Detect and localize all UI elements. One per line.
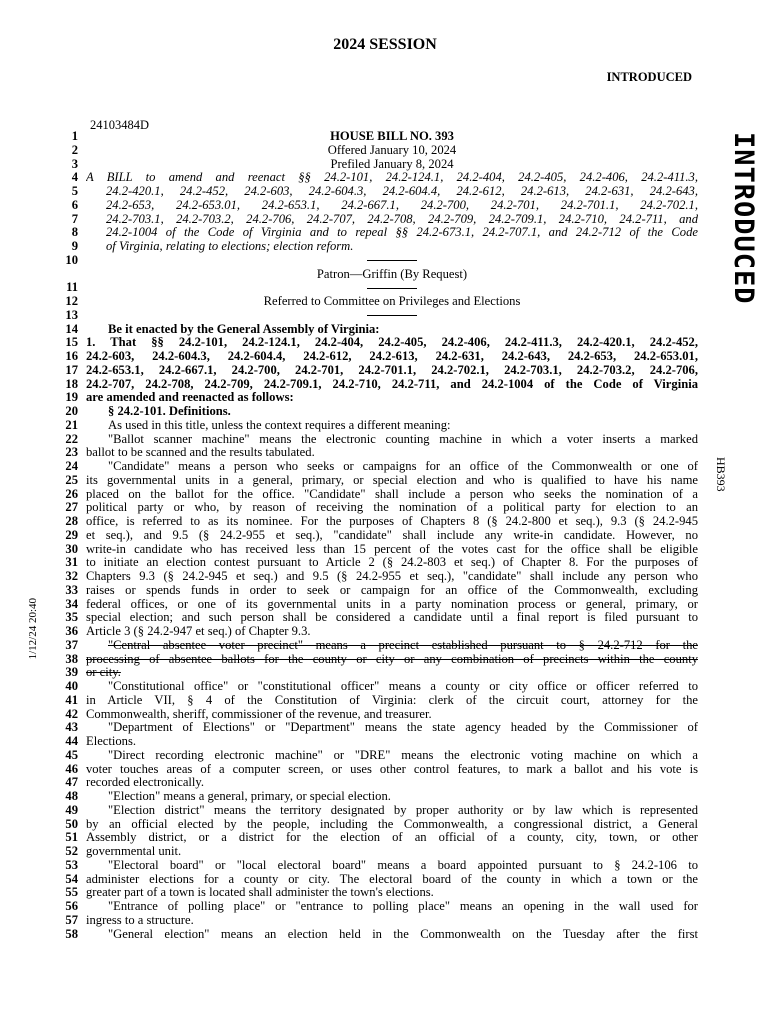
text-line	[58, 749, 698, 763]
line-number: 32	[65, 569, 78, 583]
text-line	[58, 666, 698, 680]
line-number: 46	[65, 761, 78, 776]
line-text: 24.2-703.1, 24.2-703.2, 24.2-706, 24.2-707, 24.2-708, 24.2-709, 24.2-709.1, 24.2-710, 24.2-711, and	[106, 212, 698, 226]
text-line	[58, 501, 698, 515]
text-line	[58, 226, 698, 240]
line-number: 45	[65, 747, 78, 762]
text-line	[58, 928, 698, 942]
line-number: 4	[71, 170, 78, 185]
line-text: Article 3 (§ 24.2-947 et seq.) of Chapter 9.3.	[86, 625, 311, 638]
line-number: 14	[65, 321, 78, 336]
line-number: 36	[65, 624, 78, 638]
line-number: 6	[71, 197, 78, 212]
line-text: its governmental units in a general, primary, or special election and who is qualified to have his name	[86, 473, 698, 487]
line-text: federal offices, or one of its governmental units in a party nomination process or general, primary, or	[86, 597, 698, 611]
line-text: "Central absentee voter precinct" means a precinct established pursuant to § 24.2-712 for the	[108, 638, 698, 652]
line-text: or city.	[86, 666, 121, 680]
line-number: 41	[65, 692, 78, 707]
line-number: 33	[65, 582, 78, 597]
line-number: 44	[65, 734, 78, 748]
text-line	[58, 859, 698, 873]
line-number: 43	[65, 720, 78, 735]
line-text: Assembly district, or a district for the election of an official of a county, city, town, or other	[86, 831, 698, 845]
text-line	[58, 721, 698, 735]
text-line	[58, 556, 698, 570]
line-text: Chapters 9.3 (§ 24.2-945 et seq.) and 9.5 (§ 24.2-955 et seq.), "candidate" shall include any person who	[86, 570, 698, 583]
line-number: 3	[71, 156, 78, 171]
session-title: 2024 SESSION	[333, 36, 437, 53]
text-line	[58, 804, 698, 818]
text-line	[58, 515, 698, 529]
line-number: 10	[65, 252, 78, 267]
text-line	[58, 653, 698, 667]
line-number: 38	[65, 651, 78, 666]
line-number: 9	[71, 239, 78, 253]
text-line	[58, 281, 698, 295]
line-text: 24.2-420.1, 24.2-452, 24.2-603, 24.2-604.3, 24.2-604.4, 24.2-612, 24.2-613, 24.2-631, 24.2-643,	[106, 185, 698, 198]
line-number: 21	[65, 417, 78, 432]
line-text: political party or who, by reason of receiving the nomination of a political party for election to an	[86, 501, 698, 515]
separator-rule	[367, 315, 417, 316]
line-text: "Constitutional office" or "constitutional officer" means a county or city office or officer referred to	[108, 680, 698, 693]
line-text: A BILL to amend and reenact §§ 24.2-101, 24.2-124.1, 24.2-404, 24.2-405, 24.2-406, 24.2-411.3,	[86, 171, 698, 185]
line-text: 24.2-603, 24.2-604.3, 24.2-604.4, 24.2-612, 24.2-613, 24.2-631, 24.2-643, 24.2-653, 24.2-653.01,	[86, 350, 698, 363]
line-number: 20	[65, 404, 78, 418]
line-text: by an official elected by the people, including the Commonwealth, a congressional district, a General	[86, 817, 698, 831]
line-number: 12	[65, 294, 78, 308]
text-line	[58, 570, 698, 584]
line-text: ballot to be scanned and the results tabulated.	[86, 446, 315, 460]
line-number: 13	[65, 307, 78, 322]
line-text	[86, 254, 698, 268]
text-line	[58, 350, 698, 364]
text-line	[58, 130, 698, 144]
line-number	[58, 268, 86, 282]
text-line	[58, 818, 698, 832]
text-line	[58, 364, 698, 378]
line-number: 28	[65, 514, 78, 528]
text-line	[58, 460, 698, 474]
line-text	[86, 281, 698, 295]
line-text: of Virginia, relating to elections; election reform.	[106, 240, 354, 253]
text-line	[58, 886, 698, 900]
text-line	[58, 776, 698, 790]
text-line	[58, 171, 698, 185]
text-line	[58, 694, 698, 708]
text-line	[58, 295, 698, 309]
line-text: 24.2-653, 24.2-653.01, 24.2-653.1, 24.2-667.1, 24.2-700, 24.2-701, 24.2-701.1, 24.2-702.1,	[106, 198, 698, 212]
line-text: 24.2-707, 24.2-708, 24.2-709, 24.2-709.1, 24.2-710, 24.2-711, and 24.2-1004 of the Code of Virginia	[86, 377, 698, 391]
line-number: 23	[65, 445, 78, 460]
line-text: Referred to Committee on Privileges and Elections	[263, 295, 521, 308]
line-text: "Electoral board" or "local electoral board" means a board appointed pursuant to § 24.2-106 to	[108, 858, 698, 872]
line-number: 57	[65, 912, 78, 927]
line-number: 17	[65, 362, 78, 377]
line-text: Prefiled January 8, 2024	[330, 157, 454, 171]
side-stamp-introduced: INTRODUCED	[728, 132, 759, 305]
line-text: raises or spends funds in order to seek or campaign for an office of the Commonwealth, excluding	[86, 583, 698, 597]
text-line	[58, 144, 698, 158]
line-text: governmental unit.	[86, 845, 182, 858]
text-line	[58, 378, 698, 392]
line-text: are amended and reenacted as follows:	[86, 391, 294, 405]
line-number: 56	[65, 899, 78, 913]
line-text: to initiate an election contest pursuant to Article 2 (§ 24.2-803 et seq.) of Chapter 8. For the purposes of	[86, 556, 698, 570]
text-line	[58, 240, 698, 254]
text-line	[58, 405, 698, 419]
line-number: 47	[65, 775, 78, 790]
text-line	[58, 680, 698, 694]
text-line	[58, 625, 698, 639]
line-text: As used in this title, unless the context requires a different meaning:	[108, 418, 451, 432]
line-number: 31	[65, 555, 78, 570]
line-number: 37	[65, 637, 78, 652]
line-number: 8	[71, 225, 78, 240]
line-text: 1. That §§ 24.2-101, 24.2-124.1, 24.2-404, 24.2-405, 24.2-406, 24.2-411.3, 24.2-420.1, 24.2-452,	[86, 336, 698, 350]
text-line	[58, 790, 698, 804]
text-line	[58, 488, 698, 502]
side-date-stamp: 1/12/24 20:40	[27, 598, 39, 660]
text-line	[58, 708, 698, 722]
line-number: 11	[66, 280, 78, 295]
text-line	[58, 199, 698, 213]
line-text: Elections.	[86, 735, 137, 748]
line-text	[86, 309, 698, 323]
text-line	[58, 639, 698, 653]
line-number: 58	[65, 926, 78, 941]
line-number: 25	[65, 472, 78, 487]
bill-text	[58, 130, 698, 941]
text-line	[58, 158, 698, 172]
text-line	[58, 474, 698, 488]
line-text: "General election" means an election held in the Commonwealth on the Tuesday after the first	[108, 927, 698, 941]
line-text: "Entrance of polling place" or "entrance to polling place" means an opening in the wall used for	[108, 900, 698, 913]
line-number: 30	[65, 541, 78, 556]
text-line	[58, 446, 698, 460]
text-line	[58, 900, 698, 914]
line-text: "Ballot scanner machine" means the electronic counting machine in which a voter inserts a marked	[108, 432, 698, 446]
line-text: § 24.2-101. Definitions.	[108, 405, 231, 418]
line-number: 39	[65, 665, 78, 680]
line-text: special election; and such person shall be considered a candidate until a final report is filed pursuant to	[86, 611, 698, 625]
text-line	[58, 391, 698, 405]
line-number: 35	[65, 610, 78, 625]
line-number: 40	[65, 679, 78, 693]
text-line	[58, 845, 698, 859]
line-text: HOUSE BILL NO. 393	[330, 130, 454, 143]
line-number: 16	[65, 349, 78, 363]
text-line	[58, 584, 698, 598]
text-line	[58, 433, 698, 447]
line-number: 53	[65, 857, 78, 872]
line-number: 24	[65, 459, 78, 473]
text-line	[58, 309, 698, 323]
line-text: write-in candidate who has received less than 15 percent of the votes cast for the office shall be eligible	[86, 542, 698, 556]
text-line	[58, 543, 698, 557]
line-number: 42	[65, 706, 78, 721]
line-text: "Department of Elections" or "Department" means the state agency headed by the Commissioner of	[108, 721, 698, 735]
side-bill-number: HB393	[714, 457, 728, 492]
line-text: "Candidate" means a person who seeks or campaigns for an office of the Commonwealth or one of	[108, 460, 698, 473]
line-number: 55	[65, 885, 78, 900]
line-text: voter touches areas of a computer screen, or uses other control features, to mark a ballot and his vote is	[86, 762, 698, 776]
line-number: 2	[71, 142, 78, 157]
text-line	[58, 185, 698, 199]
text-line	[58, 254, 698, 268]
line-number: 18	[65, 376, 78, 391]
line-number: 27	[65, 500, 78, 515]
line-number: 29	[65, 527, 78, 542]
line-number: 22	[65, 431, 78, 446]
line-text: Offered January 10, 2024	[327, 143, 457, 157]
text-line	[58, 323, 698, 337]
line-number: 48	[65, 789, 78, 803]
line-text: office, is referred to as its nominee. For the purposes of Chapters 8 (§ 24.2-800 et seq.), 9.3 (§ 24.2-945	[86, 515, 698, 528]
text-line	[58, 336, 698, 350]
line-number: 49	[65, 802, 78, 817]
text-line	[58, 598, 698, 612]
status-label: INTRODUCED	[606, 70, 692, 84]
line-number: 54	[65, 871, 78, 886]
text-line	[58, 763, 698, 777]
line-text: administer elections for a county or city. The electoral board of the county in which a town or the	[86, 872, 698, 886]
separator-rule	[367, 288, 417, 289]
line-text: "Election district" means the territory designated by proper authority or by law which is represented	[108, 803, 698, 817]
line-text: 24.2-1004 of the Code of Virginia and to repeal §§ 24.2-673.1, 24.2-707.1, and 24.2-712 of the Code	[106, 226, 698, 240]
line-text: Be it enacted by the General Assembly of Virginia:	[108, 322, 380, 336]
line-number: 34	[65, 596, 78, 611]
line-text: recorded electronically.	[86, 776, 205, 790]
line-text: processing of absentee ballots for the county or city or any combination of precincts within the county	[86, 652, 698, 666]
line-text: greater part of a town is located shall administer the town's elections.	[86, 886, 434, 900]
separator-rule	[367, 260, 417, 261]
line-number: 52	[65, 844, 78, 858]
text-line	[58, 419, 698, 433]
line-number: 7	[71, 211, 78, 226]
line-text: Commonwealth, sheriff, commissioner of the revenue, and treasurer.	[86, 707, 432, 721]
line-number: 19	[65, 390, 78, 405]
line-text: ingress to a structure.	[86, 913, 194, 927]
text-line	[58, 611, 698, 625]
line-text: 24.2-653.1, 24.2-667.1, 24.2-700, 24.2-701, 24.2-701.1, 24.2-702.1, 24.2-703.1, 24.2-703.2, 24.2-706,	[86, 363, 698, 377]
line-text: placed on the ballot for the office. "Candidate" shall include a person who seeks the nomination of a	[86, 487, 698, 501]
line-number: 15	[65, 335, 78, 350]
line-text: "Direct recording electronic machine" or "DRE" means the electronic voting machine on which a	[108, 748, 698, 762]
line-number: 51	[65, 830, 78, 845]
line-number: 5	[71, 184, 78, 198]
line-text: et seq.), and 9.5 (§ 24.2-955 et seq.), "candidate" shall include any write-in candidate. However, no	[86, 528, 698, 542]
text-line	[58, 213, 698, 227]
line-text: in Article VII, § 4 of the Constitution of Virginia: clerk of the circuit court, attorney for the	[86, 693, 698, 707]
line-text: "Election" means a general, primary, or special election.	[108, 790, 391, 803]
text-line	[58, 268, 698, 282]
document-id: 24103484D	[90, 118, 150, 132]
line-number: 26	[65, 486, 78, 501]
line-number: 1	[71, 129, 78, 143]
line-number: 50	[65, 816, 78, 831]
text-line	[58, 735, 698, 749]
text-line	[58, 914, 698, 928]
text-line	[58, 831, 698, 845]
line-text: Patron—Griffin (By Request)	[316, 267, 468, 281]
text-line	[58, 873, 698, 887]
text-line	[58, 529, 698, 543]
